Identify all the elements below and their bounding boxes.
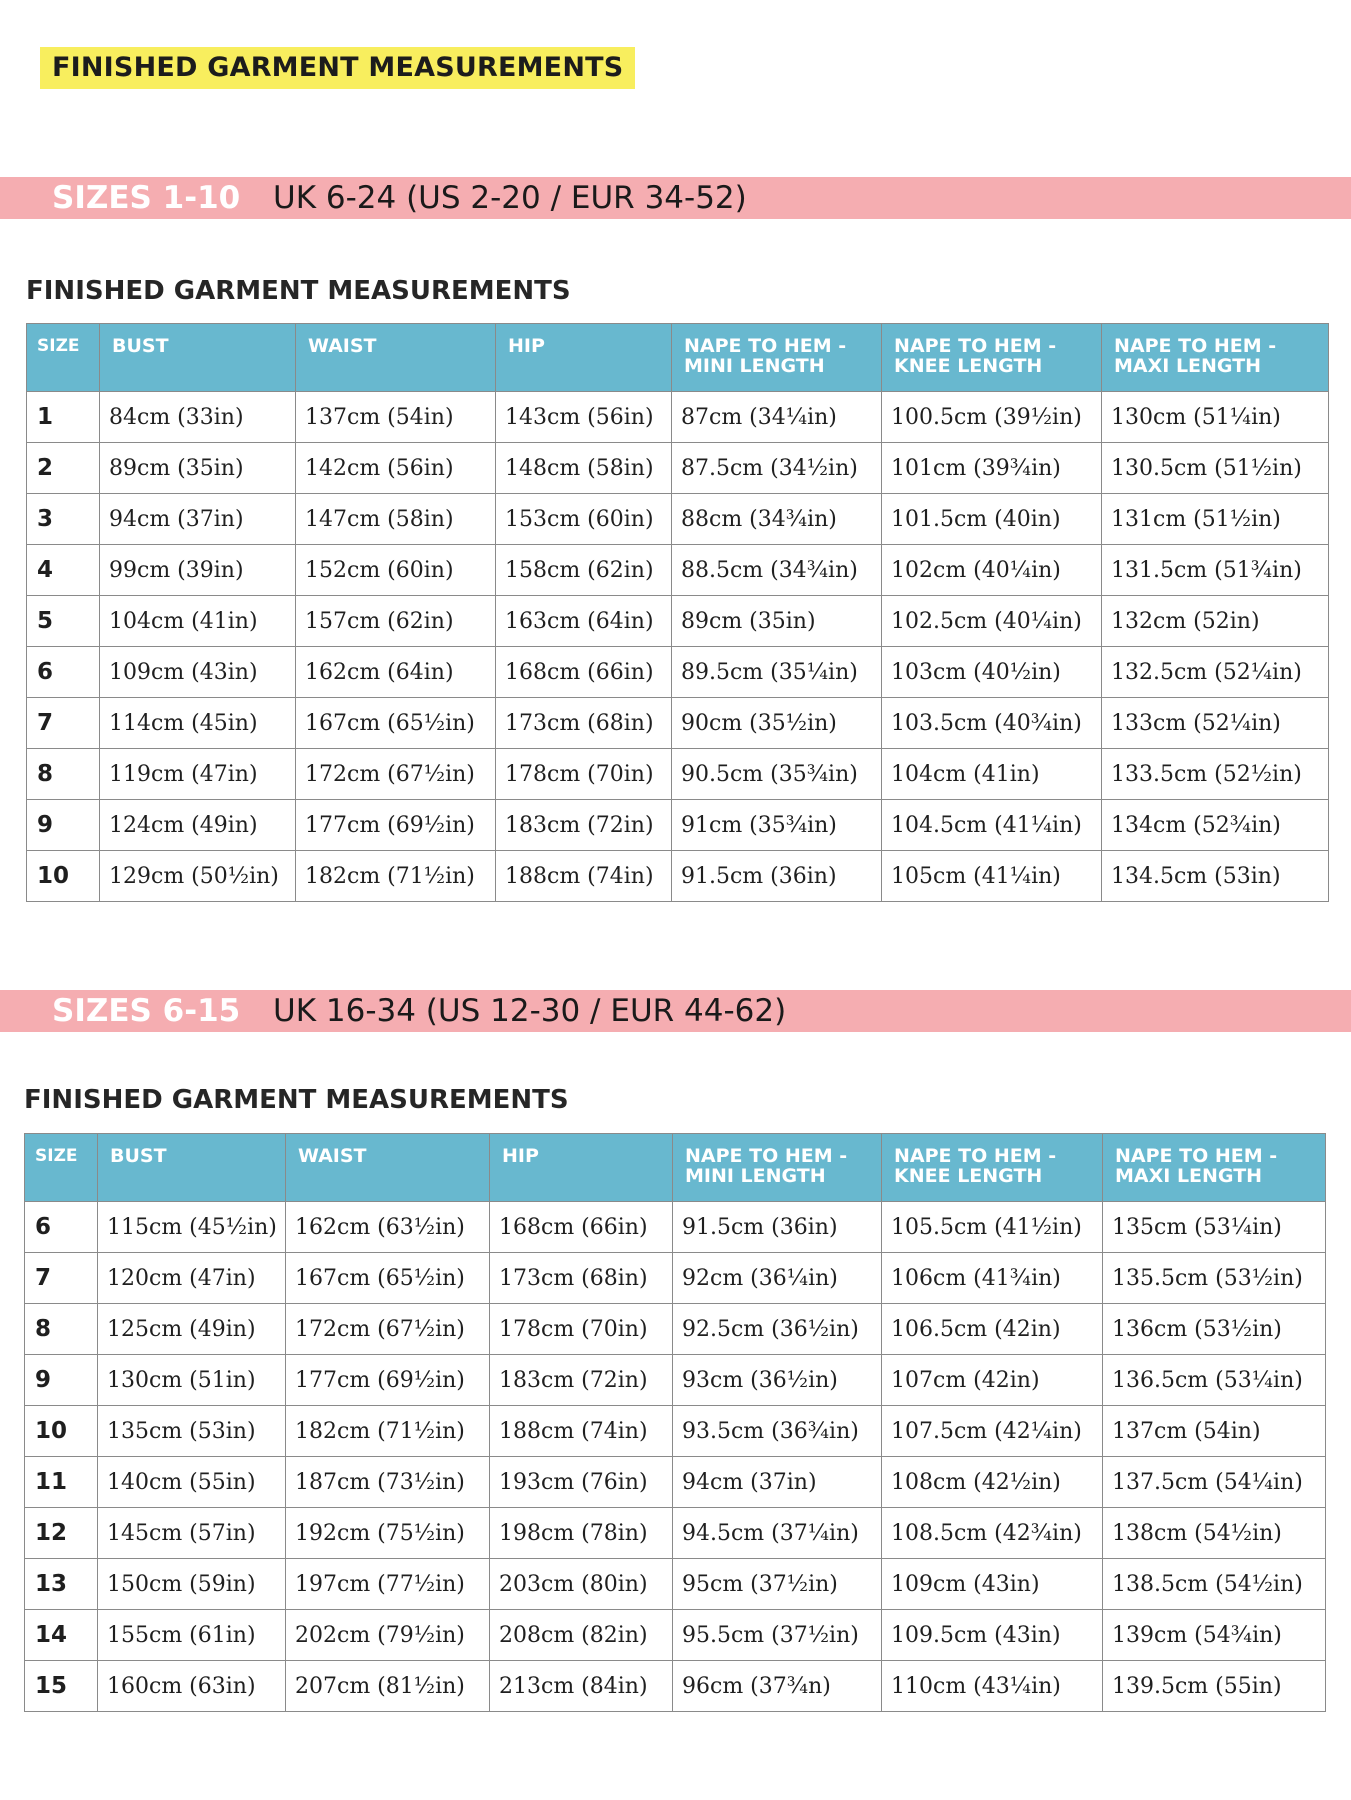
cell-waist: 147cm (58in) bbox=[296, 494, 496, 545]
table-row bbox=[25, 1610, 1326, 1661]
cell-size: 5 bbox=[27, 596, 100, 647]
cell-maxi-length: 130cm (51¼in) bbox=[1102, 392, 1329, 443]
table-row bbox=[27, 545, 1329, 596]
table-row bbox=[25, 1406, 1326, 1457]
header-knee-length bbox=[882, 1134, 1103, 1202]
cell-bust: 89cm (35in) bbox=[100, 443, 296, 494]
cell-bust: 160cm (63in) bbox=[98, 1661, 286, 1712]
cell-waist: 187cm (73½in) bbox=[286, 1457, 490, 1508]
cell-bust: 120cm (47in) bbox=[98, 1253, 286, 1304]
cell-bust: 114cm (45in) bbox=[100, 698, 296, 749]
header-line: NAPE TO HEM - bbox=[1114, 335, 1277, 357]
section-title-2: FINISHED GARMENT MEASUREMENTS bbox=[24, 1085, 569, 1115]
cell-bust: 129cm (50½in) bbox=[100, 851, 296, 902]
cell-waist: 172cm (67½in) bbox=[296, 749, 496, 800]
cell-knee-length: 103.5cm (40¾in) bbox=[882, 698, 1102, 749]
table-row bbox=[25, 1508, 1326, 1559]
cell-hip: 143cm (56in) bbox=[496, 392, 672, 443]
cell-waist: 207cm (81½in) bbox=[286, 1661, 490, 1712]
table-row bbox=[25, 1253, 1326, 1304]
cell-knee-length: 107.5cm (42¼in) bbox=[882, 1406, 1103, 1457]
cell-bust: 125cm (49in) bbox=[98, 1304, 286, 1355]
cell-bust: 155cm (61in) bbox=[98, 1610, 286, 1661]
cell-waist: 177cm (69½in) bbox=[296, 800, 496, 851]
cell-mini-length: 93.5cm (36¾in) bbox=[673, 1406, 882, 1457]
header-line: MAXI LENGTH bbox=[1115, 1165, 1263, 1187]
cell-maxi-length: 138.5cm (54½in) bbox=[1103, 1559, 1326, 1610]
cell-maxi-length: 131.5cm (51¾in) bbox=[1102, 545, 1329, 596]
cell-hip: 153cm (60in) bbox=[496, 494, 672, 545]
cell-maxi-length: 130.5cm (51½in) bbox=[1102, 443, 1329, 494]
section-title-1: FINISHED GARMENT MEASUREMENTS bbox=[26, 276, 571, 306]
table-row bbox=[25, 1559, 1326, 1610]
size-range-banner-2 bbox=[0, 990, 1351, 1032]
header-mini-length bbox=[673, 1134, 882, 1202]
table-row bbox=[27, 596, 1329, 647]
size-range-label: SIZES 1-10 bbox=[52, 180, 241, 216]
cell-hip: 198cm (78in) bbox=[490, 1508, 673, 1559]
cell-maxi-length: 139.5cm (55in) bbox=[1103, 1661, 1326, 1712]
cell-knee-length: 104.5cm (41¼in) bbox=[882, 800, 1102, 851]
table-header-row bbox=[25, 1134, 1326, 1202]
cell-bust: 145cm (57in) bbox=[98, 1508, 286, 1559]
cell-mini-length: 93cm (36½in) bbox=[673, 1355, 882, 1406]
header-size: SIZE bbox=[27, 324, 100, 392]
cell-bust: 99cm (39in) bbox=[100, 545, 296, 596]
cell-mini-length: 90.5cm (35¾in) bbox=[672, 749, 882, 800]
cell-waist: 162cm (63½in) bbox=[286, 1202, 490, 1253]
header-line: NAPE TO HEM - bbox=[894, 335, 1057, 357]
cell-size: 14 bbox=[25, 1610, 98, 1661]
cell-bust: 84cm (33in) bbox=[100, 392, 296, 443]
cell-mini-length: 88.5cm (34¾in) bbox=[672, 545, 882, 596]
header-line: MAXI LENGTH bbox=[1114, 355, 1262, 377]
table-row bbox=[27, 851, 1329, 902]
cell-maxi-length: 135.5cm (53½in) bbox=[1103, 1253, 1326, 1304]
cell-bust: 150cm (59in) bbox=[98, 1559, 286, 1610]
cell-bust: 135cm (53in) bbox=[98, 1406, 286, 1457]
cell-waist: 167cm (65½in) bbox=[286, 1253, 490, 1304]
cell-hip: 183cm (72in) bbox=[496, 800, 672, 851]
cell-knee-length: 107cm (42in) bbox=[882, 1355, 1103, 1406]
cell-hip: 183cm (72in) bbox=[490, 1355, 673, 1406]
cell-knee-length: 106.5cm (42in) bbox=[882, 1304, 1103, 1355]
header-line: NAPE TO HEM - bbox=[894, 1145, 1057, 1167]
cell-size: 15 bbox=[25, 1661, 98, 1712]
table-row bbox=[25, 1457, 1326, 1508]
cell-waist: 197cm (77½in) bbox=[286, 1559, 490, 1610]
cell-mini-length: 89.5cm (35¼in) bbox=[672, 647, 882, 698]
size-range-banner-1 bbox=[0, 177, 1351, 219]
cell-size: 6 bbox=[27, 647, 100, 698]
cell-size: 9 bbox=[25, 1355, 98, 1406]
cell-maxi-length: 138cm (54½in) bbox=[1103, 1508, 1326, 1559]
cell-bust: 130cm (51in) bbox=[98, 1355, 286, 1406]
table-body bbox=[25, 1202, 1326, 1712]
cell-hip: 188cm (74in) bbox=[496, 851, 672, 902]
header-maxi-length bbox=[1102, 324, 1329, 392]
header-knee-length bbox=[882, 324, 1102, 392]
size-conversion-label: UK 16-34 (US 12-30 / EUR 44-62) bbox=[273, 993, 787, 1029]
cell-mini-length: 87.5cm (34½in) bbox=[672, 443, 882, 494]
header-bust: BUST bbox=[100, 324, 296, 392]
cell-size: 4 bbox=[27, 545, 100, 596]
table-row bbox=[27, 443, 1329, 494]
cell-knee-length: 102cm (40¼in) bbox=[882, 545, 1102, 596]
cell-bust: 109cm (43in) bbox=[100, 647, 296, 698]
table-row bbox=[27, 698, 1329, 749]
cell-knee-length: 101cm (39¾in) bbox=[882, 443, 1102, 494]
cell-size: 8 bbox=[27, 749, 100, 800]
cell-knee-length: 110cm (43¼in) bbox=[882, 1661, 1103, 1712]
cell-waist: 172cm (67½in) bbox=[286, 1304, 490, 1355]
header-line: KNEE LENGTH bbox=[894, 1165, 1043, 1187]
cell-maxi-length: 137.5cm (54¼in) bbox=[1103, 1457, 1326, 1508]
cell-hip: 168cm (66in) bbox=[496, 647, 672, 698]
cell-waist: 152cm (60in) bbox=[296, 545, 496, 596]
cell-knee-length: 109.5cm (43in) bbox=[882, 1610, 1103, 1661]
cell-hip: 158cm (62in) bbox=[496, 545, 672, 596]
cell-mini-length: 91cm (35¾in) bbox=[672, 800, 882, 851]
table-row bbox=[27, 749, 1329, 800]
cell-maxi-length: 134.5cm (53in) bbox=[1102, 851, 1329, 902]
cell-waist: 182cm (71½in) bbox=[286, 1406, 490, 1457]
table-body bbox=[27, 392, 1329, 902]
cell-mini-length: 89cm (35in) bbox=[672, 596, 882, 647]
cell-mini-length: 94.5cm (37¼in) bbox=[673, 1508, 882, 1559]
header-hip: HIP bbox=[496, 324, 672, 392]
header-line: MINI LENGTH bbox=[684, 355, 825, 377]
measurements-table-2 bbox=[24, 1133, 1326, 1712]
cell-knee-length: 109cm (43in) bbox=[882, 1559, 1103, 1610]
header-hip: HIP bbox=[490, 1134, 673, 1202]
size-conversion-label: UK 6-24 (US 2-20 / EUR 34-52) bbox=[273, 180, 747, 216]
cell-knee-length: 105cm (41¼in) bbox=[882, 851, 1102, 902]
cell-mini-length: 92cm (36¼in) bbox=[673, 1253, 882, 1304]
cell-hip: 163cm (64in) bbox=[496, 596, 672, 647]
cell-mini-length: 94cm (37in) bbox=[673, 1457, 882, 1508]
measurements-table-1 bbox=[26, 323, 1329, 902]
cell-mini-length: 91.5cm (36in) bbox=[672, 851, 882, 902]
cell-bust: 94cm (37in) bbox=[100, 494, 296, 545]
header-line: NAPE TO HEM - bbox=[1115, 1145, 1278, 1167]
cell-bust: 124cm (49in) bbox=[100, 800, 296, 851]
header-bust: BUST bbox=[98, 1134, 286, 1202]
cell-waist: 137cm (54in) bbox=[296, 392, 496, 443]
cell-maxi-length: 133.5cm (52½in) bbox=[1102, 749, 1329, 800]
cell-mini-length: 88cm (34¾in) bbox=[672, 494, 882, 545]
header-line: KNEE LENGTH bbox=[894, 355, 1043, 377]
cell-mini-length: 87cm (34¼in) bbox=[672, 392, 882, 443]
page-title: FINISHED GARMENT MEASUREMENTS bbox=[40, 47, 635, 89]
header-maxi-length bbox=[1103, 1134, 1326, 1202]
cell-size: 11 bbox=[25, 1457, 98, 1508]
cell-maxi-length: 137cm (54in) bbox=[1103, 1406, 1326, 1457]
table-row bbox=[27, 494, 1329, 545]
table-header-row bbox=[27, 324, 1329, 392]
cell-waist: 162cm (64in) bbox=[296, 647, 496, 698]
cell-hip: 173cm (68in) bbox=[496, 698, 672, 749]
cell-maxi-length: 132.5cm (52¼in) bbox=[1102, 647, 1329, 698]
cell-maxi-length: 135cm (53¼in) bbox=[1103, 1202, 1326, 1253]
cell-waist: 177cm (69½in) bbox=[286, 1355, 490, 1406]
cell-hip: 178cm (70in) bbox=[490, 1304, 673, 1355]
cell-hip: 168cm (66in) bbox=[490, 1202, 673, 1253]
cell-size: 13 bbox=[25, 1559, 98, 1610]
cell-maxi-length: 133cm (52¼in) bbox=[1102, 698, 1329, 749]
cell-bust: 104cm (41in) bbox=[100, 596, 296, 647]
cell-knee-length: 106cm (41¾in) bbox=[882, 1253, 1103, 1304]
cell-maxi-length: 134cm (52¾in) bbox=[1102, 800, 1329, 851]
cell-bust: 119cm (47in) bbox=[100, 749, 296, 800]
cell-knee-length: 103cm (40½in) bbox=[882, 647, 1102, 698]
table-row bbox=[25, 1355, 1326, 1406]
cell-hip: 193cm (76in) bbox=[490, 1457, 673, 1508]
cell-maxi-length: 132cm (52in) bbox=[1102, 596, 1329, 647]
cell-waist: 192cm (75½in) bbox=[286, 1508, 490, 1559]
cell-size: 12 bbox=[25, 1508, 98, 1559]
table-row bbox=[27, 647, 1329, 698]
header-line: NAPE TO HEM - bbox=[685, 1145, 848, 1167]
cell-mini-length: 96cm (37¾n) bbox=[673, 1661, 882, 1712]
header-waist: WAIST bbox=[286, 1134, 490, 1202]
cell-mini-length: 95.5cm (37½in) bbox=[673, 1610, 882, 1661]
cell-knee-length: 108.5cm (42¾in) bbox=[882, 1508, 1103, 1559]
cell-hip: 178cm (70in) bbox=[496, 749, 672, 800]
cell-maxi-length: 136cm (53½in) bbox=[1103, 1304, 1326, 1355]
cell-size: 10 bbox=[25, 1406, 98, 1457]
cell-mini-length: 92.5cm (36½in) bbox=[673, 1304, 882, 1355]
cell-size: 1 bbox=[27, 392, 100, 443]
cell-hip: 213cm (84in) bbox=[490, 1661, 673, 1712]
cell-waist: 182cm (71½in) bbox=[296, 851, 496, 902]
header-line: NAPE TO HEM - bbox=[684, 335, 847, 357]
cell-knee-length: 108cm (42½in) bbox=[882, 1457, 1103, 1508]
header-line: MINI LENGTH bbox=[685, 1165, 826, 1187]
cell-size: 9 bbox=[27, 800, 100, 851]
table-row bbox=[27, 800, 1329, 851]
size-range-label: SIZES 6-15 bbox=[52, 993, 241, 1029]
cell-size: 7 bbox=[25, 1253, 98, 1304]
cell-knee-length: 104cm (41in) bbox=[882, 749, 1102, 800]
cell-mini-length: 95cm (37½in) bbox=[673, 1559, 882, 1610]
cell-bust: 115cm (45½in) bbox=[98, 1202, 286, 1253]
cell-bust: 140cm (55in) bbox=[98, 1457, 286, 1508]
cell-hip: 208cm (82in) bbox=[490, 1610, 673, 1661]
cell-size: 2 bbox=[27, 443, 100, 494]
cell-hip: 203cm (80in) bbox=[490, 1559, 673, 1610]
cell-mini-length: 91.5cm (36in) bbox=[673, 1202, 882, 1253]
cell-knee-length: 105.5cm (41½in) bbox=[882, 1202, 1103, 1253]
cell-size: 6 bbox=[25, 1202, 98, 1253]
cell-knee-length: 102.5cm (40¼in) bbox=[882, 596, 1102, 647]
cell-mini-length: 90cm (35½in) bbox=[672, 698, 882, 749]
cell-waist: 202cm (79½in) bbox=[286, 1610, 490, 1661]
table-row bbox=[25, 1661, 1326, 1712]
cell-knee-length: 101.5cm (40in) bbox=[882, 494, 1102, 545]
cell-size: 8 bbox=[25, 1304, 98, 1355]
cell-maxi-length: 139cm (54¾in) bbox=[1103, 1610, 1326, 1661]
cell-waist: 167cm (65½in) bbox=[296, 698, 496, 749]
cell-maxi-length: 136.5cm (53¼in) bbox=[1103, 1355, 1326, 1406]
cell-maxi-length: 131cm (51½in) bbox=[1102, 494, 1329, 545]
table-row bbox=[25, 1202, 1326, 1253]
cell-waist: 157cm (62in) bbox=[296, 596, 496, 647]
cell-size: 10 bbox=[27, 851, 100, 902]
header-mini-length bbox=[672, 324, 882, 392]
cell-waist: 142cm (56in) bbox=[296, 443, 496, 494]
cell-knee-length: 100.5cm (39½in) bbox=[882, 392, 1102, 443]
table-row bbox=[27, 392, 1329, 443]
header-waist: WAIST bbox=[296, 324, 496, 392]
cell-size: 7 bbox=[27, 698, 100, 749]
cell-hip: 148cm (58in) bbox=[496, 443, 672, 494]
table-row bbox=[25, 1304, 1326, 1355]
cell-size: 3 bbox=[27, 494, 100, 545]
cell-hip: 188cm (74in) bbox=[490, 1406, 673, 1457]
cell-hip: 173cm (68in) bbox=[490, 1253, 673, 1304]
header-size: SIZE bbox=[25, 1134, 98, 1202]
